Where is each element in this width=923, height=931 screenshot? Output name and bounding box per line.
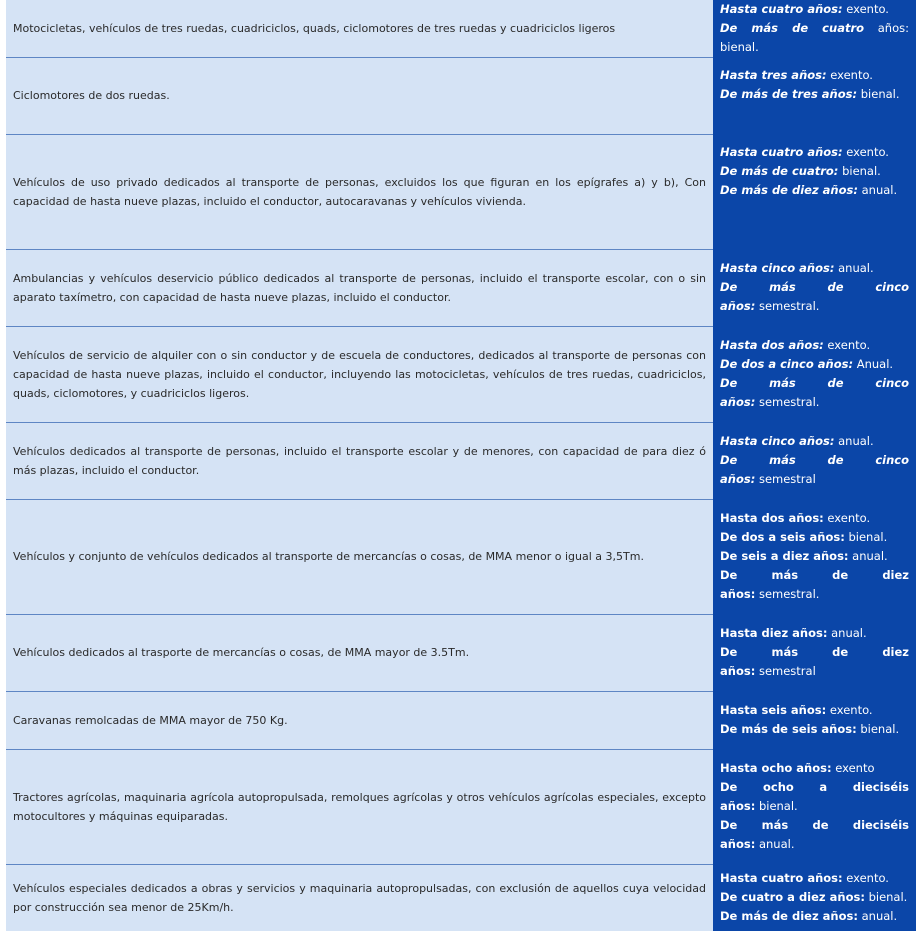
period-value: exento [831, 761, 875, 775]
inspection-period-cell [713, 57, 916, 134]
period-label: Hasta diez años: [720, 626, 828, 640]
period-value: bienal. [844, 530, 888, 544]
table-row [6, 499, 916, 614]
period-value: anual. [857, 183, 898, 197]
inspection-period-cell [713, 422, 916, 499]
period-value: Anual. [853, 357, 894, 371]
table-row [6, 326, 916, 422]
period-label: De más de diez años: [720, 568, 909, 601]
period-label: Hasta cuatro años: [720, 2, 843, 16]
period-label: De dos a cinco años: [720, 357, 854, 371]
inspection-period-cell [713, 249, 916, 326]
period-value: semestral. [755, 395, 820, 409]
period-label: De más de cinco años: [720, 376, 909, 409]
vehicle-type-cell: Caravanas remolcadas de MMA mayor de 750 Kg. [6, 691, 713, 749]
period-label: De más de cinco años: [720, 280, 909, 313]
period-label: Hasta dos años: [720, 511, 824, 525]
period-label: De más de cuatro [720, 21, 865, 35]
inspection-period-cell [713, 0, 916, 57]
period-label: De más de dieciséis años: [720, 818, 909, 851]
period-label: Hasta cuatro años: [720, 871, 843, 885]
table-row [6, 57, 916, 134]
period-value: exento. [826, 703, 873, 717]
period-label: Hasta dos años: [720, 338, 824, 352]
table-row [6, 864, 916, 931]
vehicle-type-cell: Motocicletas, vehículos de tres ruedas, cuadriciclos, quads, ciclomotores de tres ruedas y cuadriciclos ligeros [6, 0, 713, 57]
period-value: exento. [823, 338, 871, 352]
vehicle-type-cell: Vehículos y conjunto de vehículos dedicados al transporte de mercancías o cosas, de MMA menor o igual a 3,5Tm. [6, 499, 713, 614]
vehicle-type-cell: Vehículos de uso privado dedicados al transporte de personas, excluidos los que figuran en los epígrafes a) y b), Con capacidad de hasta nueve plazas, incluido el conductor, autocaravanas y vehículos vivienda. [6, 134, 713, 249]
period-value: años: bienal. [720, 21, 909, 54]
period-label: Hasta cinco años: [720, 434, 835, 448]
period-value: bienal. [856, 722, 900, 736]
period-value: semestral. [755, 587, 820, 601]
table-row [6, 614, 916, 691]
period-value: anual. [827, 626, 867, 640]
period-value: anual. [848, 549, 888, 563]
period-label: De más de seis años: [720, 722, 857, 736]
period-value: exento. [842, 145, 889, 159]
period-value: semestral [755, 472, 816, 486]
period-value: anual. [755, 837, 795, 851]
period-value: semestral. [755, 299, 820, 313]
vehicle-type-cell: Ambulancias y vehículos deservicio público dedicados al transporte de personas, incluido el transporte escolar, con o sin aparato taxímetro, con capacidad de hasta nueve plazas, incluido el conductor. [6, 249, 713, 326]
vehicle-type-cell: Vehículos dedicados al transporte de personas, incluido el transporte escolar y de menores, con capacidad de para diez ó más plazas, incluido el conductor. [6, 422, 713, 499]
inspection-period-cell [713, 749, 916, 864]
vehicle-type-cell: Vehículos especiales dedicados a obras y servicios y maquinaria autopropulsadas, con exclusión de aquellos cuya velocidad por construcción sea menor de 25Km/h. [6, 864, 713, 931]
vehicle-type-cell: Vehículos dedicados al trasporte de mercancías o cosas, de MMA mayor de 3.5Tm. [6, 614, 713, 691]
inspection-period-cell [713, 134, 916, 249]
table-row [6, 0, 916, 57]
period-label: De más de diez años: [720, 909, 858, 923]
period-label: Hasta cinco años: [720, 261, 835, 275]
period-label: Hasta cuatro años: [720, 145, 843, 159]
inspection-period-cell [713, 326, 916, 422]
period-label: De dos a seis años: [720, 530, 845, 544]
table-row [6, 249, 916, 326]
period-label: De más de tres años: [720, 87, 858, 101]
inspection-period-cell [713, 864, 916, 931]
itv-periodicity-table [6, 0, 916, 931]
period-label: De cuatro a diez años: [720, 890, 865, 904]
period-value: exento. [823, 511, 871, 525]
period-value: exento. [842, 871, 889, 885]
period-label: De más de cinco años: [720, 453, 909, 486]
period-value: bienal. [857, 87, 900, 101]
period-value: semestral [755, 664, 816, 678]
vehicle-type-cell: Tractores agrícolas, maquinaria agrícola autopropulsada, remolques agrícolas y otros vehículos agrícolas especiales, excepto motocultores y máquinas equiparadas. [6, 749, 713, 864]
period-value: exento. [826, 68, 873, 82]
period-value: bienal. [864, 890, 908, 904]
vehicle-type-cell: Vehículos de servicio de alquiler con o sin conductor y de escuela de conductores, dedicados al transporte de personas con capacidad de hasta nueve plazas, incluido el conductor, incluyendo las motocicletas, vehículos de tres ruedas, cuadriciclos, quads, ciclomotores, y cuadriciclos ligeros. [6, 326, 713, 422]
period-label: De más de diez años: [720, 183, 858, 197]
inspection-period-cell [713, 691, 916, 749]
period-value: anual. [857, 909, 898, 923]
vehicle-type-cell: Ciclomotores de dos ruedas. [6, 57, 713, 134]
period-label: Hasta tres años: [720, 68, 827, 82]
inspection-period-cell [713, 499, 916, 614]
period-value: anual. [834, 261, 874, 275]
period-label: De más de diez años: [720, 645, 909, 678]
period-value: exento. [842, 2, 889, 16]
period-value: bienal. [838, 164, 881, 178]
period-label: De más de cuatro: [720, 164, 839, 178]
period-value: bienal. [755, 799, 798, 813]
table-row [6, 749, 916, 864]
period-label: Hasta ocho años: [720, 761, 832, 775]
table-row [6, 691, 916, 749]
inspection-period-cell [713, 614, 916, 691]
table-row [6, 422, 916, 499]
period-label: De ocho a dieciséis años: [720, 780, 909, 813]
period-label: De seis a diez años: [720, 549, 849, 563]
table-row [6, 134, 916, 249]
period-value: anual. [834, 434, 874, 448]
period-label: Hasta seis años: [720, 703, 827, 717]
